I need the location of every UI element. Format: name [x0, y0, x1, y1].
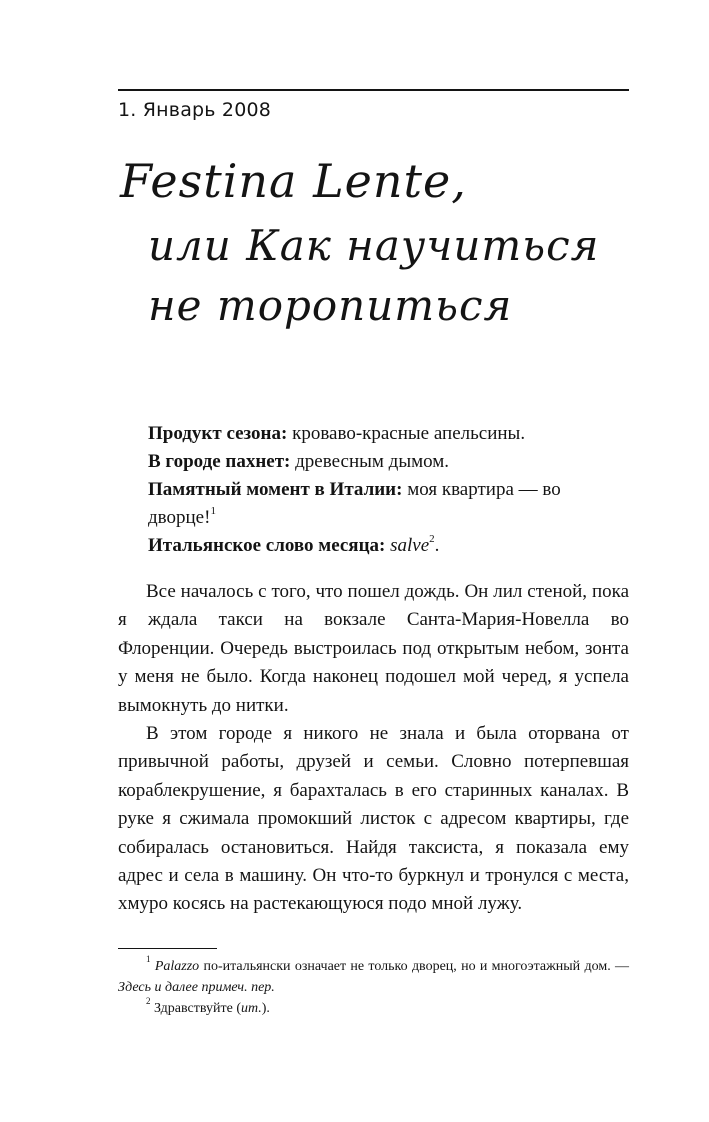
- month-facts: [148, 420, 608, 560]
- footnote-2: [118, 998, 629, 1019]
- paragraph: Все началось с того, что пошел дождь. Он лил стеной, пока я ждала такси на вокзале Санта-Мария-Новелла во Флоренции. Очередь выстроилась под открытым небом, зонта у меня не было. Когда наконец подошел мой черед, я успела вымокнуть до нитки.: [118, 581, 629, 716]
- fact-value: моя квартира — во дворце!: [148, 479, 561, 528]
- fact-label: Итальянское слово месяца:: [148, 535, 386, 556]
- footnote-text: Здравствуйте (: [150, 1001, 241, 1016]
- chapter-title-line-1: Festina Lente,: [120, 154, 467, 208]
- fact-value: древесным дымом.: [290, 451, 450, 472]
- footnote-rule: [118, 948, 217, 949]
- body-text: [118, 578, 629, 919]
- footnote-ref-1[interactable]: 1: [210, 504, 216, 517]
- footnote-translator-note: Здесь и далее примеч. пер.: [118, 980, 275, 995]
- fact-italian-word: [148, 532, 608, 560]
- fact-memorable-moment: [148, 476, 608, 532]
- fact-value-suffix: .: [434, 535, 440, 556]
- chapter-rule: [118, 89, 629, 91]
- footnote-1: [118, 956, 629, 998]
- footnote-tail: ).: [261, 1001, 270, 1016]
- fact-italian-word-value: salve: [390, 535, 430, 556]
- footnotes: [118, 956, 629, 1019]
- fact-label: Памятный момент в Италии:: [148, 479, 403, 500]
- fact-season-product: [148, 420, 608, 448]
- fact-label: Продукт сезона:: [148, 423, 288, 444]
- footnote-number: 1: [146, 954, 151, 965]
- footnote-number: 2: [146, 996, 151, 1007]
- fact-label: В городе пахнет:: [148, 451, 291, 472]
- chapter-title-line-2: или Как научиться: [148, 221, 600, 270]
- paragraph: В этом городе я никого не знала и была оторвана от привычной работы, друзей и семьи. Словно потерпевшая кораблекрушение, я барахталась в его старинных каналах. В руке я сжимала промокший листок с адресом квартиры, где собиралась остановиться. Найдя таксиста, я показала ему адрес и села в машину. Он что-то буркнул и тронулся с места, хмуро косясь на растекающуюся подо мной лужу.: [118, 723, 629, 915]
- footnote-text: по-итальянски означает не только дворец, но и многоэтажный дом. —: [199, 959, 629, 974]
- footnote-ref-2[interactable]: 2: [429, 532, 435, 545]
- chapter-label: 1. Январь 2008: [118, 99, 272, 121]
- chapter-title-line-3: не торопиться: [148, 281, 513, 330]
- footnote-language: ит.: [240, 1001, 262, 1016]
- footnote-term: Palazzo: [154, 959, 200, 974]
- fact-value: кроваво-красные апельсины.: [287, 423, 526, 444]
- fact-city-smell: [148, 448, 608, 476]
